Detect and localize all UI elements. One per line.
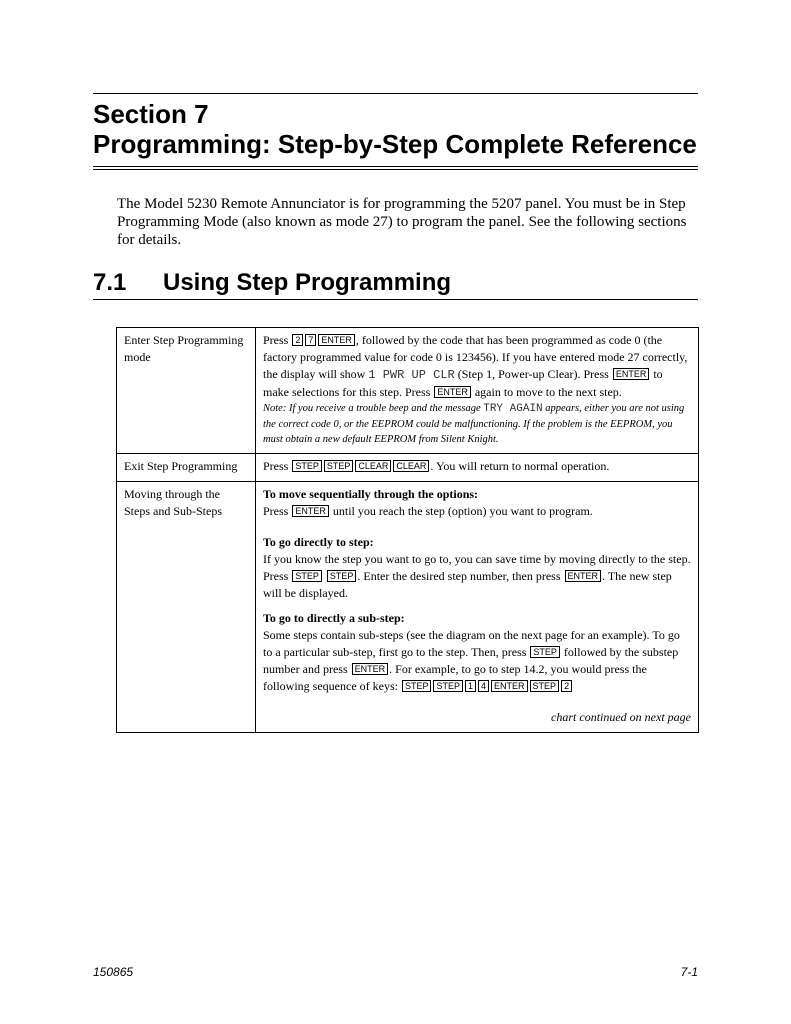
note-message: TRY AGAIN [483,403,543,415]
top-rule [93,93,698,94]
key-step: STEP [530,646,560,658]
key-clear: CLEAR [355,460,391,472]
step-programming-table [116,327,699,733]
text: . You will return to normal operation. [430,459,610,473]
display-readout: 1 PWR UP CLR [368,368,455,382]
table-row [117,454,699,482]
subhead: To go directly to step: [263,535,374,549]
key-enter: ENTER [434,386,471,398]
footer-doc-number: 150865 [93,965,134,979]
section-title [93,99,697,159]
text: Some steps contain sub-steps (see the diagram on the next page for an example). To go to a particular sub-step, first go to the step. Then, press [263,628,680,659]
text: Press [263,459,289,473]
intro-paragraph: The Model 5230 Remote Annunciator is for programming the 5207 panel. You must be in Step Programming Mode (also known as mode 27) to program the panel. See the following sections for details. [117,196,687,248]
key-1: 1 [465,680,476,692]
key-step: STEP [292,570,322,582]
title-rule-double [93,169,698,170]
key-7: 7 [305,334,316,346]
key-enter: ENTER [292,505,329,517]
key-2: 2 [561,680,572,692]
text: Press [263,504,289,518]
subhead: To move sequentially through the options: [263,487,479,501]
continued-note: chart continued on next page [551,710,691,724]
key-enter: ENTER [318,334,355,346]
key-step: STEP [324,460,354,472]
row-description [256,328,699,454]
text: (Step 1, Power-up Clear). Press [457,367,609,381]
paragraph [263,627,691,695]
key-enter: ENTER [613,368,650,380]
row-label: Exit Step Programming [117,454,256,482]
key-step: STEP [292,460,322,472]
table-row [117,328,699,454]
row-label: Enter Step Programming mode [117,328,256,454]
key-enter: ENTER [491,680,528,692]
key-2: 2 [292,334,303,346]
text: until you reach the step (option) you want to program. [332,504,593,518]
text: Press [263,333,289,347]
title-rule [93,166,698,167]
note-text: Note: If you receive a trouble beep and the message [263,403,481,414]
section-title-line: Programming: Step-by-Step Complete Reference [93,129,697,159]
note-text: appears, either you are not using the correct code 0, or the EEPROM could be malfunctioning. If the problem is the EEPROM, you must obtain a new default EEPROM from Silent Knight. [263,403,685,445]
text: to make selections for this step. Press [263,367,663,399]
note [263,401,691,447]
text: followed by the substep number and press [263,645,679,676]
text: . The new step will be displayed. [263,569,672,600]
table-row [117,482,699,733]
subsection-number: 7.1 [93,269,127,296]
subsection-rule [93,299,698,300]
key-step: STEP [530,680,560,692]
key-step: STEP [402,680,432,692]
key-enter: ENTER [565,570,602,582]
paragraph [263,551,691,602]
text: , followed by the code that has been programmed as code 0 (the factory programmed value for code 0 is 123456). If you have entered mode 27 correctly, the display will show [263,333,688,381]
key-4: 4 [478,680,489,692]
key-step: STEP [327,570,357,582]
row-label: Moving through the Steps and Sub-Steps [117,482,256,733]
key-enter: ENTER [352,663,389,675]
subsection-heading [93,268,451,298]
text: . Enter the desired step number, then press [357,569,561,583]
row-description [256,454,699,482]
text: again to move to the next step. [474,385,622,399]
key-clear: CLEAR [393,460,429,472]
subhead: To go to directly a sub-step: [263,611,405,625]
footer-page-number: 7-1 [680,965,698,979]
text: If you know the step you want to go to, you can save time by moving directly to the step. Press [263,552,691,583]
subsection-title: Using Step Programming [163,269,452,296]
text: . For example, to go to step 14.2, you would press the following sequence of keys: [263,662,647,693]
section-number-line: Section 7 [93,99,209,129]
paragraph [263,503,691,520]
row-description [256,482,699,733]
key-step: STEP [433,680,463,692]
